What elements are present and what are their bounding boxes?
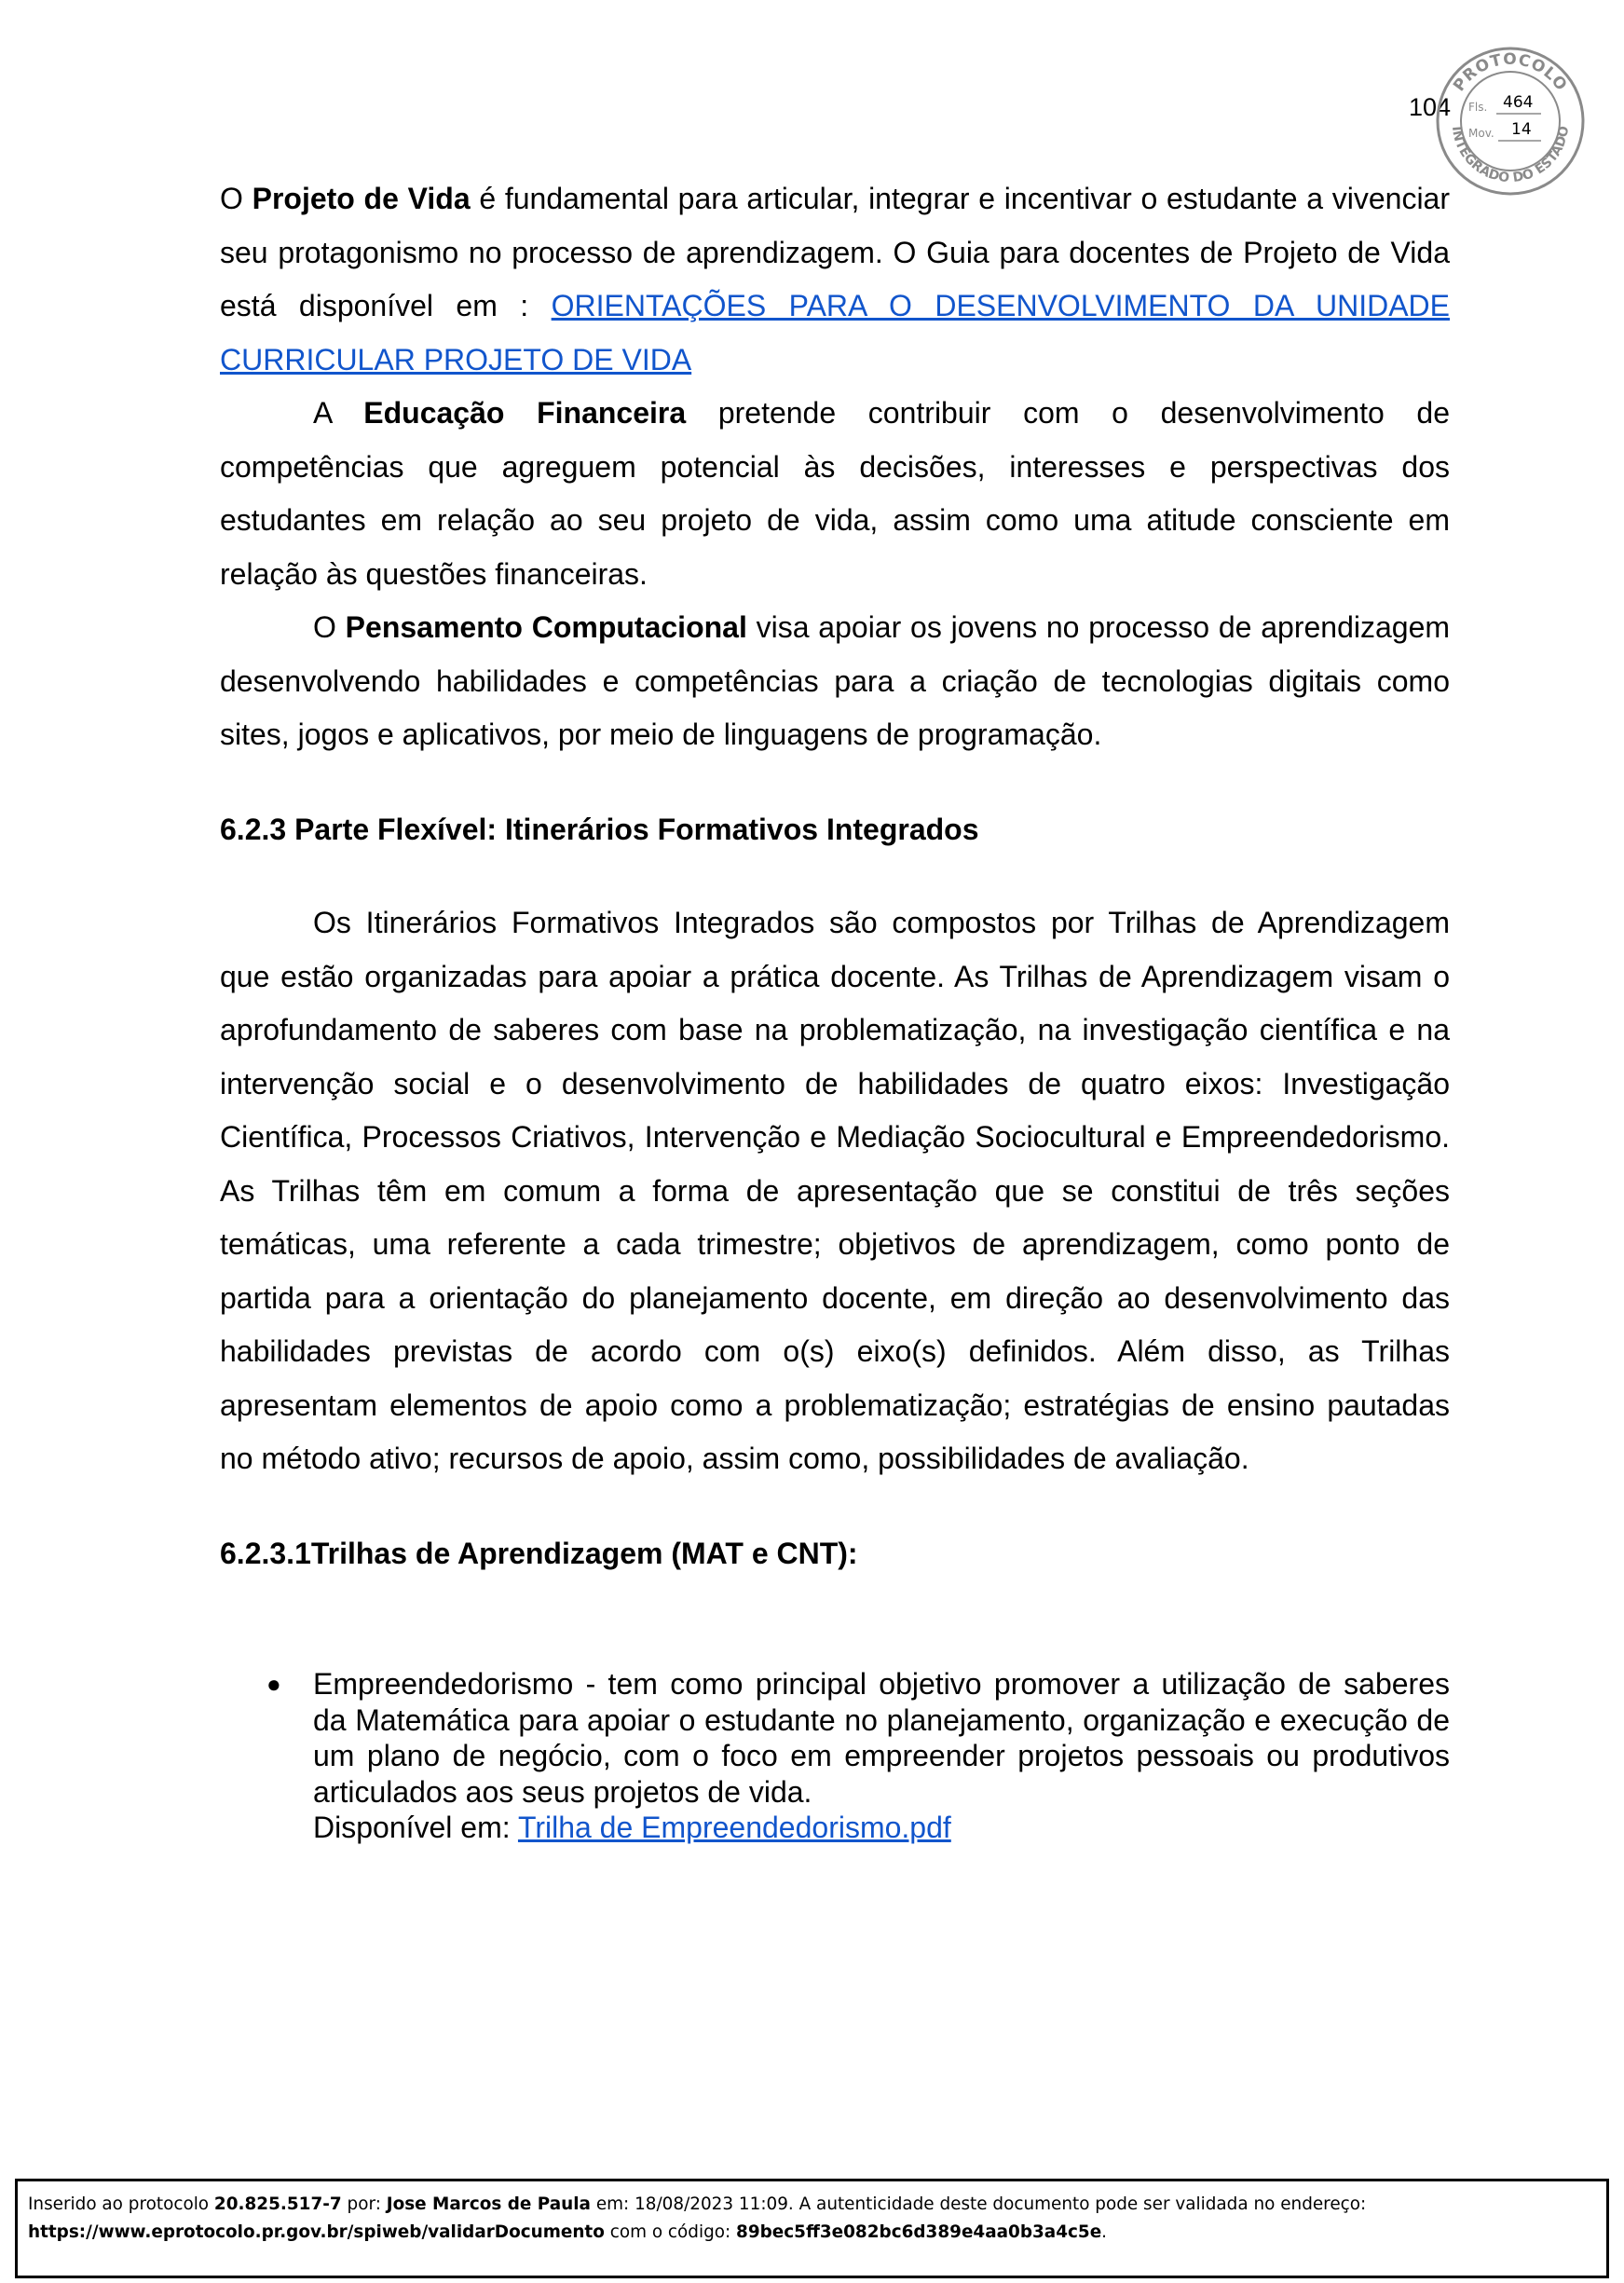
section-heading-parte-flexivel: 6.2.3 Parte Flexível: Itinerários Formativos Integrados [220,812,979,846]
paragraph-educacao-financeira [220,387,1450,601]
stamp-fls-value: 464 [1503,93,1534,112]
page-number: 104 [1409,93,1452,121]
stamp-fls-label: Fls. [1468,101,1488,114]
trilhas-list [220,1666,1450,1846]
protocol-footer [15,2179,1609,2278]
term-projeto-de-vida: Projeto de Vida [252,182,471,215]
term-educacao-financeira: Educação Financeira [363,396,687,430]
bullet-icon: ● [266,1670,281,1698]
paragraph-text: pretende contribuir com o desenvolvimento de competências que agreguem potencial às decisões, interesses e perspectivas dos estudantes em relação ao seu projeto de vida, assim como uma atitude consciente em relação às questões financeiras. [220,396,1451,591]
stamp-mov-value: 14 [1511,120,1532,139]
paragraph-text: visa apoiar os jovens no processo de aprendizagem desenvolvendo habilidades e competências para a criação de tecnologias digitais como sites, jogos e aplicativos, por meio de linguagens de programação. [220,610,1451,751]
footer-text: em: 18/08/2023 11:09. A autenticidade deste documento pode ser validada no endereço: [590,2194,1367,2214]
paragraph-text: é fundamental para articular, integrar e incentivar o estudante a vivenciar seu protagonismo no processo de aprendizagem. O Guia para docentes de Projeto de Vida está disponível em : [220,182,1451,322]
footer-author: Jose Marcos de Paula [386,2194,591,2214]
link-orientacoes-projeto-de-vida[interactable]: ORIENTAÇÕES PARA O DESENVOLVIMENTO DA UNIDADE CURRICULAR PROJETO DE VIDA [220,289,1451,376]
stamp-arc-bottom: INTEGRADO DO ESTADO [1449,125,1573,186]
footer-text: . [1101,2222,1108,2242]
paragraph-pensamento-computacional [220,601,1450,762]
document-body [220,172,1450,1846]
footer-validation-code: 89bec5ff3e082bc6d389e4aa0b3a4c5e [736,2222,1102,2242]
bullet-text: Empreendedorismo - tem como principal objetivo promover a utilização de saberes da Matemática para apoiar o estudante no planejamento, organização e execução de um plano de negócio, com o foco em empreender projetos pessoais ou produtivos articulados aos seus projetos de vida. [313,1667,1450,1809]
term-pensamento-computacional: Pensamento Computacional [345,610,747,644]
section-heading-trilhas: 6.2.3.1Trilhas de Aprendizagem (MAT e CNT): [220,1536,858,1570]
available-label: Disponível em: [313,1811,518,1844]
paragraph-text: A [313,396,364,430]
stamp-mov-label: Mov. [1468,127,1494,140]
footer-validation-url[interactable]: https://www.eprotocolo.pr.gov.br/spiweb/validarDocumento [28,2222,605,2242]
footer-text: Inserido ao protocolo [28,2194,214,2214]
paragraph-projeto-de-vida [220,172,1450,387]
footer-line-1 [28,2191,1606,2219]
footer-line-2 [28,2219,1606,2247]
link-trilha-empreendedorismo[interactable]: Trilha de Empreendedorismo.pdf [517,1811,951,1844]
paragraph-itinerarios: Os Itinerários Formativos Integrados são compostos por Trilhas de Aprendizagem que estão organizadas para apoiar a prática docente. As Trilhas de Aprendizagem visam o aprofundamento de saberes com base na problematização, na investigação científica e na intervenção social e o desenvolvimento de habilidades de quatro eixos: Investigação Científica, Processos Criativos, Intervenção e Mediação Sociocultural e Empreendedorismo. As Trilhas têm em comum a forma de apresentação que se constitui de três seções temáticas, uma referente a cada trimestre; objetivos de aprendizagem, como ponto de partida para a orientação do planejamento docente, em direção ao desenvolvimento das habilidades previstas de acordo com o(s) eixo(s) definidos. Além disso, as Trilhas apresentam elementos de apoio como a problematização; estratégias de ensino pautadas no método ativo; recursos de apoio, assim como, possibilidades de avaliação. [220,906,1450,1475]
footer-text: com o código: [604,2222,737,2242]
stamp-arc-top: PROTOCOLO [1450,50,1571,95]
footer-text: por: [341,2194,387,2214]
protocol-stamp [1435,40,1586,202]
list-item [220,1666,1450,1846]
footer-protocol-number: 20.825.517-7 [213,2194,342,2214]
paragraph-text: O [220,182,252,215]
paragraph-text: O [313,610,346,644]
